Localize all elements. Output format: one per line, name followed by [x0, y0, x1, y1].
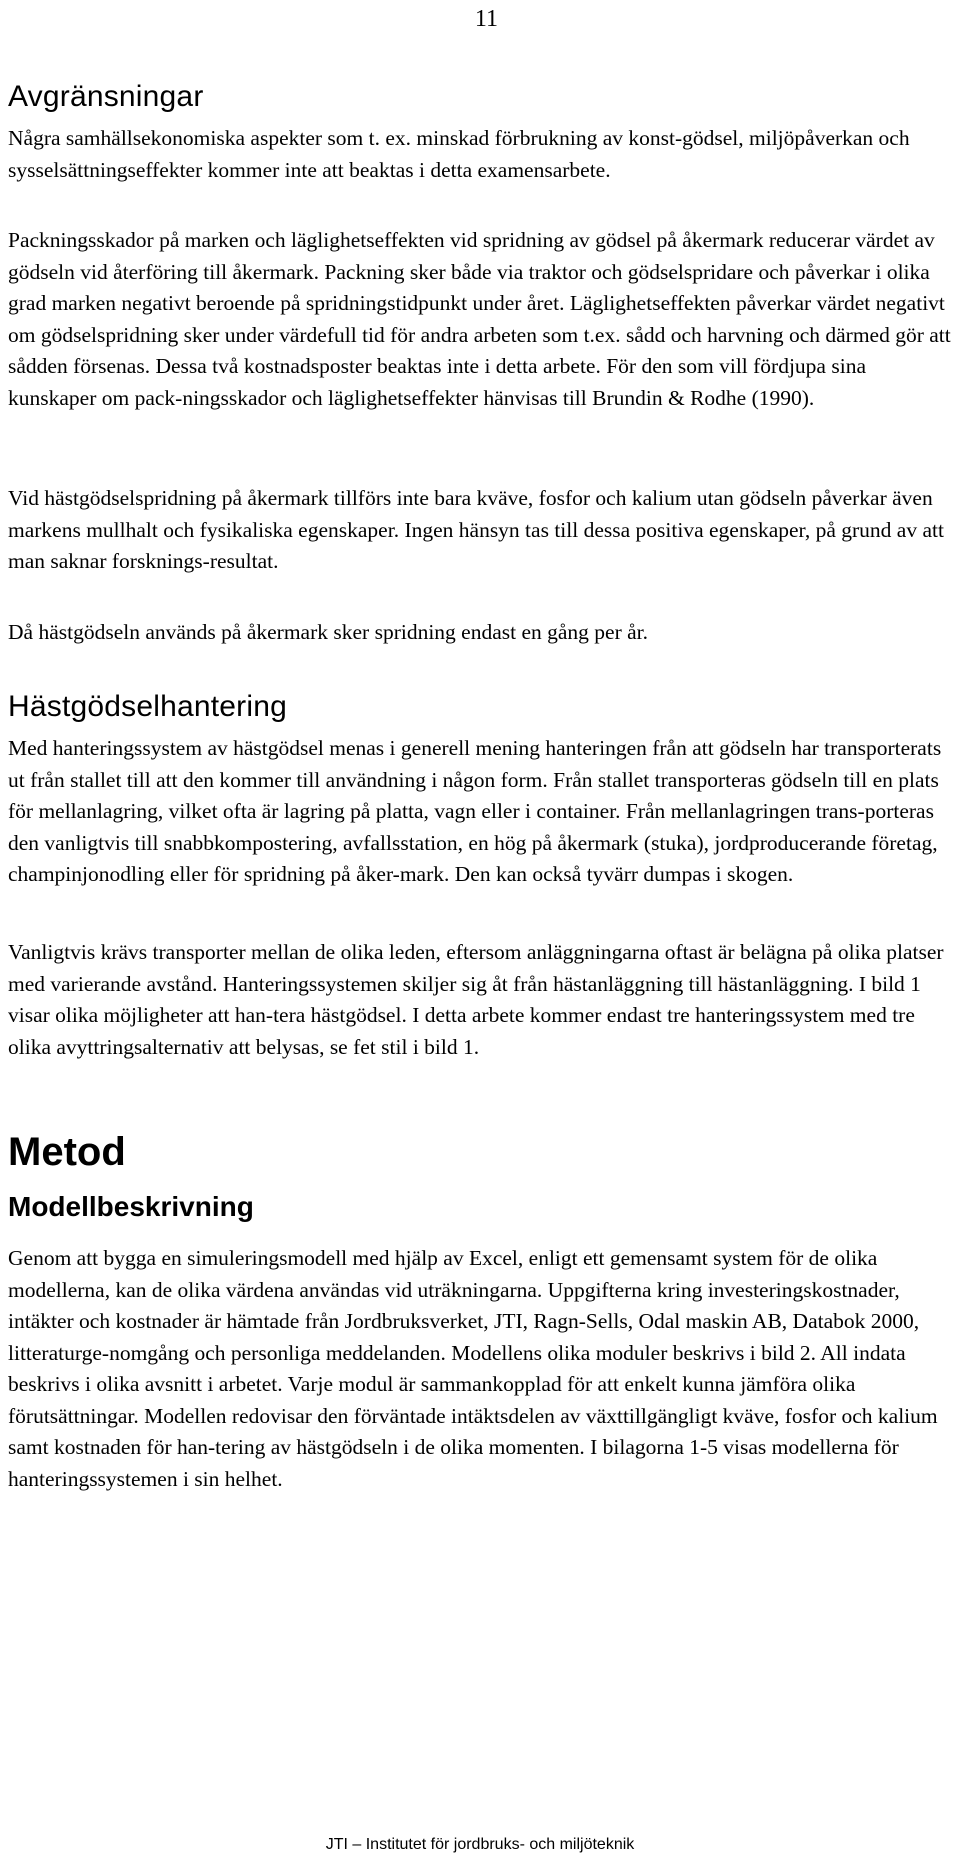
paragraph-avgransningar-3: Vid hästgödselspridning på åkermark tillförs inte bara kväve, fosfor och kalium utan gödseln påverkar även markens mullhalt och fysikaliska egenskaper. Ingen hänsyn tas till dessa positiva egenskaper, på grund av att man saknar forsknings-resultat.	[8, 486, 944, 573]
heading-modellbeskrivning: Modellbeskrivning	[8, 1191, 254, 1222]
paragraph-avgransningar-4: Då hästgödseln används på åkermark sker spridning endast en gång per år.	[8, 620, 649, 644]
heading-hastgodselhantering: Hästgödselhantering	[8, 690, 287, 723]
page-footer: JTI – Institutet för jordbruks- och miljöteknik	[325, 1836, 635, 1853]
paragraph-avgransningar-1: Några samhällsekonomiska aspekter som t. ex. minskad förbrukning av konst-gödsel, miljöpåverkan och sysselsättningseffekter kommer inte att beaktas i detta examensarbete.	[8, 126, 910, 182]
page-number	[0, 6, 960, 33]
heading-metod: Metod	[8, 1130, 126, 1174]
paragraph-hastgodselhantering-1: Med hanteringssystem av hästgödsel menas i generell mening hanteringen från att gödseln har transporterats ut från stallet till att den kommer till användning i någon form. Från stallet transporteras gödseln till en plats för mellanlagring, vilket ofta är lagring på platta, vagn eller i container. Från mellanlagringen trans-porteras den vanligtvis till snabbkompostering, avfallsstation, en hög på åkermark (stuka), jordproducerande företag, champinjonodling eller för spridning på åker-mark. Den kan också tyvärr dumpas i skogen.	[8, 736, 942, 886]
paragraph-avgransningar-2: Packningsskador på marken och läglighetseffekten vid spridning av gödsel på åkermark reducerar värdet av gödseln vid återföring till åkermark. Packning sker både via traktor och gödselspridare och påverkar i olika grad marken negativt beroende på spridningstidpunkt under året. Läglighetseffekten påverkar värdet negativt om gödselspridning sker under värdefull tid för andra arbeten som t.ex. sådd och harvning och därmed gör att sådden försenas. Dessa två kostnadsposter beaktas inte i detta arbete. För den som vill fördjupa sina kunskaper om pack-ningsskador och läglighetseffekter hänvisas till Brundin & Rodhe (1990).	[8, 228, 951, 410]
paragraph-hastgodselhantering-2: Vanligtvis krävs transporter mellan de olika leden, eftersom anläggningarna oftast är belägna på olika platser med varierande avstånd. Hanteringssystemen skiljer sig åt från hästanläggning till hästanläggning. I bild 1 visar olika möjligheter att han-tera hästgödsel. I detta arbete kommer endast tre hanteringssystem med tre olika avyttringsalternativ att belysas, se fet stil i bild 1.	[8, 940, 944, 1059]
heading-avgransningar: Avgränsningar	[8, 80, 204, 113]
paragraph-metod-1: Genom att bygga en simuleringsmodell med hjälp av Excel, enligt ett gemensamt system för de olika modellerna, kan de olika värdena användas vid uträkningarna. Uppgifterna kring investeringskostnader, intäkter och kostnader är hämtade från Jordbruksverket, JTI, Ragn-Sells, Odal maskin AB, Databok 2000, litteraturge-nomgång och personliga meddelanden. Modellens olika moduler beskrivs i bild 2. All indata beskrivs i olika avsnitt i arbetet. Varje modul är sammankopplad för att enkelt kunna jämföra olika förutsättningar. Modellen redovisar den förväntade intäktsdelen av växttillgängligt kväve, fosfor och kalium samt kostnaden för han-tering av hästgödseln i de olika momenten. I bilagorna 1-5 visas modellerna för hanteringssystemen i sin helhet.	[8, 1246, 938, 1491]
page-number-text: 11	[474, 6, 498, 32]
